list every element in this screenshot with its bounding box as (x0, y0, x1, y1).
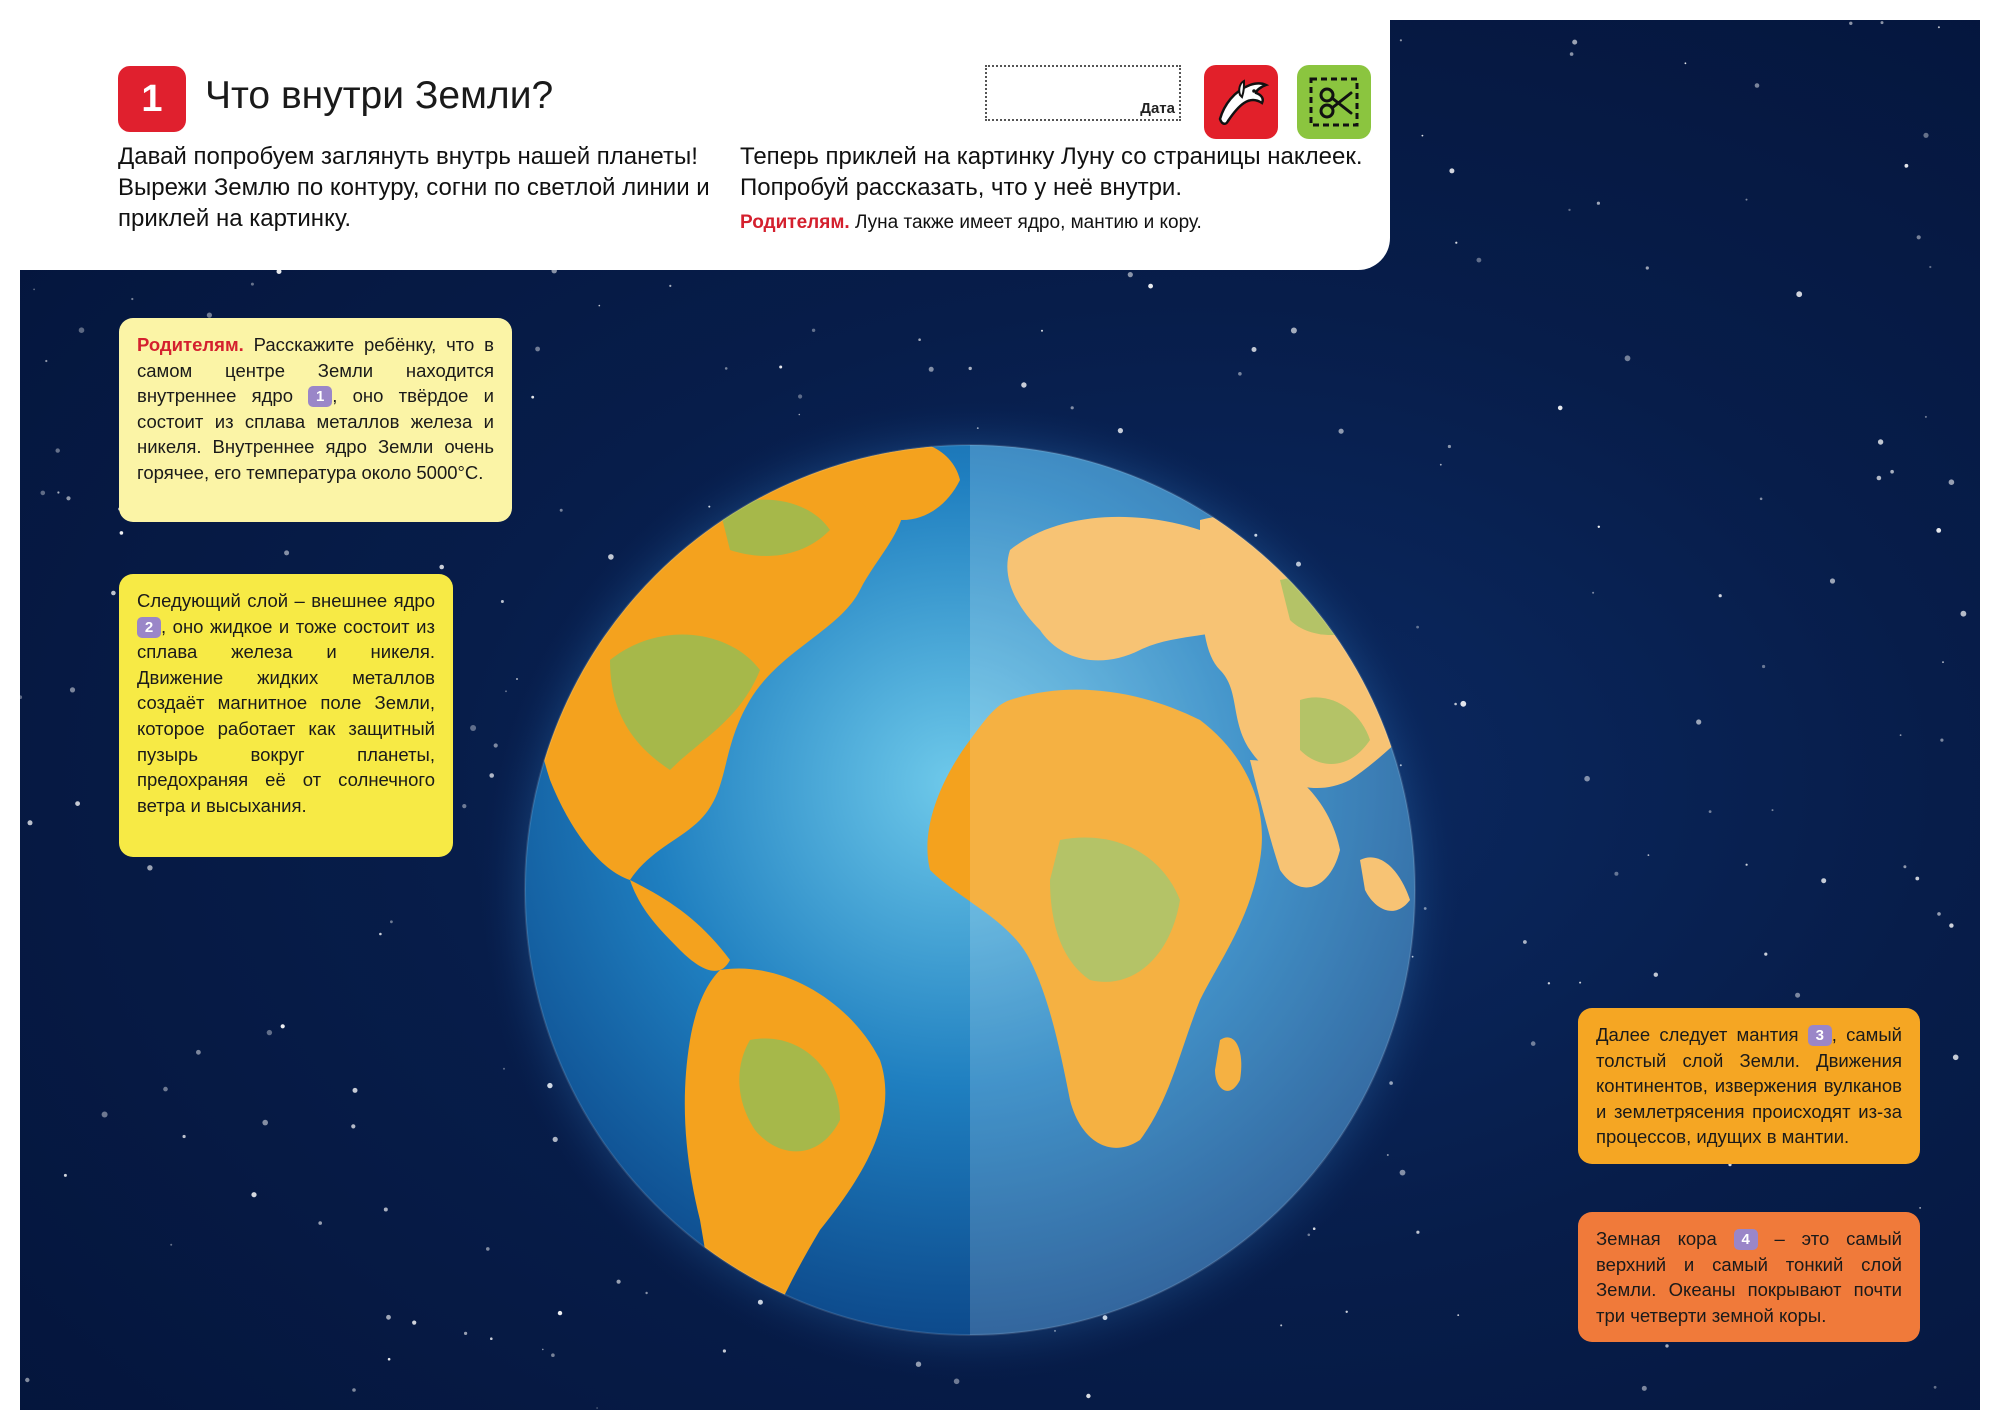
star (1477, 258, 1482, 263)
note-outer-core (119, 574, 453, 857)
note-mantle-text-b: , самый толстый слой Земли. Движения континентов, извержения вулканов и землетрясения происходят из-за процессов, идущих в мантии. (1596, 1024, 1902, 1148)
star (1961, 611, 1967, 617)
star (386, 1315, 391, 1320)
star (284, 550, 289, 555)
star (384, 1208, 388, 1212)
star (353, 1088, 358, 1093)
star (207, 313, 212, 318)
star (1570, 52, 1574, 56)
star (1579, 982, 1581, 984)
star (45, 360, 47, 362)
note-inner-core (119, 318, 512, 522)
star (1938, 26, 1940, 28)
star (1821, 878, 1826, 883)
star (1746, 864, 1748, 866)
star (1654, 973, 1658, 977)
star (251, 1192, 256, 1197)
star (1548, 982, 1550, 984)
layer-badge-4: 4 (1734, 1229, 1758, 1250)
note-outer-core-text-a: Следующий слой – внешнее ядро (137, 590, 435, 611)
star (1646, 266, 1649, 269)
star (1592, 592, 1594, 594)
star (1900, 734, 1902, 736)
parents-note: Луна также имеет ядро, мантию и кору. (854, 212, 1202, 233)
star (57, 491, 59, 493)
star (1849, 22, 1852, 25)
note-crust (1578, 1212, 1920, 1342)
star (131, 298, 133, 300)
note-mantle (1578, 1008, 1920, 1164)
date-field[interactable] (985, 65, 1181, 121)
note-mantle-text-a: Далее следует мантия (1596, 1024, 1799, 1045)
intro-right-block (740, 141, 1390, 238)
star (596, 1407, 598, 1409)
star (318, 1221, 322, 1225)
star (1917, 235, 1921, 239)
star (1925, 416, 1927, 418)
note-inner-core-lead: Родителям. (137, 334, 244, 355)
star (779, 366, 782, 369)
parents-lead: Родителям. (740, 212, 850, 233)
star (196, 1050, 201, 1055)
star (1648, 854, 1650, 856)
star (1572, 40, 1577, 45)
star (1148, 284, 1153, 289)
layer-badge-1: 1 (308, 386, 332, 407)
star (1953, 1055, 1959, 1061)
layer-badge-3: 3 (1808, 1025, 1832, 1046)
scissors-icon (1303, 71, 1365, 133)
star (1915, 877, 1919, 881)
star (1878, 439, 1883, 444)
star (1449, 168, 1454, 173)
note-inner-core-text-a: Расскажите ребёнку, что в самом центре Земли находится внутреннее ядро (137, 334, 494, 407)
star (64, 1174, 67, 1177)
star (75, 801, 80, 806)
star (1830, 578, 1835, 583)
star (1709, 810, 1712, 813)
star (388, 1358, 391, 1361)
star (599, 305, 601, 307)
star (1685, 62, 1687, 64)
star (1021, 382, 1026, 387)
star (281, 1024, 285, 1028)
star (28, 820, 33, 825)
star (439, 565, 444, 570)
star (1460, 701, 1466, 707)
star (352, 1388, 356, 1392)
page-title: Что внутри Земли? (205, 74, 554, 117)
star (1568, 209, 1570, 211)
star (351, 1124, 355, 1128)
star (1597, 202, 1600, 205)
star (170, 1244, 172, 1246)
star (535, 347, 540, 352)
note-crust-text-a: Земная кора (1596, 1228, 1717, 1249)
note-inner-core-text-b: , оно твёрдое и состоит из сплава металлов железа и никеля. Внутреннее ядро Земли очень горячее, его температура около 5000°С. (137, 385, 495, 483)
star (1719, 594, 1722, 597)
star (1940, 739, 1943, 742)
star (1936, 528, 1941, 533)
star (120, 531, 124, 535)
date-label: Дата (1140, 100, 1175, 117)
star (725, 367, 728, 370)
star (1949, 479, 1955, 485)
layer-badge-2: 2 (137, 617, 161, 638)
note-outer-core-text-b: , оно жидкое и тоже состоит из сплава железа и никеля. Движение жидких металлов создаёт магнитное поле Земли, которое работает как защитный пузырь вокруг планеты, предохраняя её от солнечного ветра и высыхания. (137, 615, 435, 816)
star (1796, 291, 1802, 297)
star (1531, 1041, 1536, 1046)
star (412, 1321, 416, 1325)
task-number-badge: 1 (118, 66, 186, 132)
header-panel (0, 0, 1390, 270)
star (20, 695, 22, 699)
star (183, 1135, 186, 1138)
star (1614, 872, 1618, 876)
star (1942, 661, 1944, 663)
star (66, 496, 70, 500)
intro-right-text: Теперь приклей на картинку Луну со страницы наклеек. Попробуй рассказать, что у неё внутри. (740, 143, 1363, 201)
star (1934, 1386, 1937, 1389)
star (1291, 328, 1297, 334)
star (1041, 330, 1043, 332)
star (1400, 39, 1402, 41)
star (79, 327, 85, 333)
star (1746, 199, 1748, 201)
star (102, 1112, 108, 1118)
star (1422, 135, 1424, 137)
star (111, 591, 116, 596)
star (1086, 1394, 1090, 1398)
star (1919, 1207, 1921, 1209)
star (1772, 809, 1774, 811)
star (390, 920, 393, 923)
star (918, 338, 921, 341)
star (1762, 665, 1765, 668)
star (267, 1030, 272, 1035)
star (251, 283, 254, 286)
dolphin-icon (1210, 71, 1272, 133)
star (41, 491, 46, 496)
star (70, 687, 75, 692)
star (33, 289, 35, 291)
star (1929, 266, 1931, 268)
star (262, 1120, 268, 1126)
star (1795, 993, 1800, 998)
star (1558, 406, 1563, 411)
star (1949, 923, 1953, 927)
earth-globe (480, 400, 1460, 1380)
star (1455, 242, 1457, 244)
star (1625, 355, 1631, 361)
star (1598, 526, 1600, 528)
star (1523, 940, 1527, 944)
star (1905, 164, 1909, 168)
star (669, 285, 671, 287)
star (25, 1378, 29, 1382)
star (470, 725, 476, 731)
parents-note-line (740, 207, 1390, 238)
star (1903, 865, 1906, 868)
star (462, 804, 466, 808)
star (798, 394, 802, 398)
note-crust-text-b: – это самый верхний и самый тонкий слой Земли. Океаны покрывают почти три четверти земной коры. (1596, 1228, 1903, 1326)
dolphin-sticker-tile (1204, 65, 1278, 139)
star (163, 1087, 168, 1092)
star (1238, 372, 1242, 376)
star (1642, 1386, 1647, 1391)
star (147, 865, 152, 870)
star (1584, 776, 1590, 782)
star (1890, 470, 1894, 474)
star (1760, 498, 1763, 501)
star (1937, 912, 1941, 916)
star (812, 329, 815, 332)
star (1881, 21, 1884, 24)
star (929, 367, 934, 372)
star (1877, 476, 1882, 481)
star (464, 1332, 467, 1335)
star (1252, 347, 1257, 352)
star (1128, 272, 1133, 277)
star (1665, 1344, 1668, 1347)
cut-out-tile (1297, 65, 1371, 139)
star (1755, 83, 1760, 88)
star (379, 933, 382, 936)
star (1764, 953, 1767, 956)
star (56, 448, 60, 452)
star (531, 396, 534, 399)
star (1923, 133, 1928, 138)
star (1696, 719, 1701, 724)
intro-left-text: Давай попробуем заглянуть внутрь нашей планеты! Вырежи Землю по контуру, согни по светлой линии и приклей на картинку. (118, 143, 710, 232)
star (969, 367, 972, 370)
